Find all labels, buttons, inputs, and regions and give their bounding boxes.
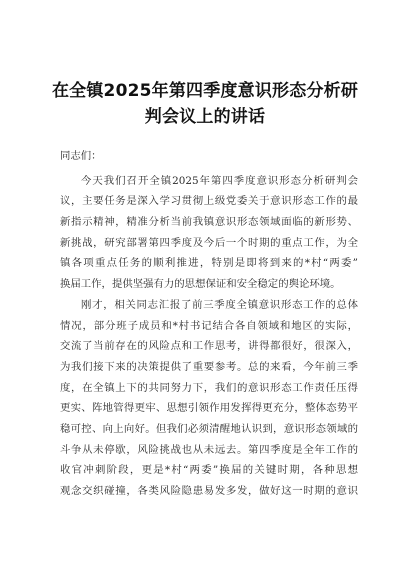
- document-title: [40, 78, 370, 130]
- salutation: 同志们：: [60, 150, 102, 162]
- body-line: 观念交织碰撞，各类风险隐患易发多发，做好这一时期的意识: [60, 485, 358, 497]
- body-line: 议，主要任务是深入学习贯彻上级党委关于意识形态工作的最: [60, 195, 358, 208]
- title-line-1: 在全镇2025年第四季度意识形态分析研: [51, 81, 359, 101]
- body-line: 交流了当前存在的风险点和工作思考，讲得都很好，很深入，: [60, 340, 358, 353]
- body-line: 镇各项重点任务的顺利推进，特别是即将到来的*村“两委”: [60, 257, 358, 270]
- body-line: 今天我们召开全镇2025年第四季度意识形态分析研判会: [81, 174, 358, 187]
- body-line: 情况，部分班子成员和*村书记结合各自领域和地区的实际，: [60, 319, 358, 332]
- body-line: 斗争从未停歇，风险挑战也从未远去。第四季度是全年工作的: [60, 443, 358, 456]
- body-line: 新挑战，研究部署第四季度及今后一个时期的重点工作，为全: [60, 236, 358, 249]
- body-line: 更实、阵地管得更牢、思想引领作用发挥得更充分，整体态势平: [60, 402, 358, 415]
- speech-body: [60, 146, 358, 502]
- body-line: 为我们接下来的决策提供了重要参考。总的来看，今年前三季: [60, 360, 358, 373]
- body-line: 新指示精神，精准分析当前我镇意识形态领域面临的新形势、: [60, 216, 358, 229]
- body-line: 收官冲刺阶段，更是*村“两委”换届的关键时期，各种思想: [60, 464, 358, 477]
- title-line-2: 判会议上的讲话: [144, 107, 266, 127]
- body-line: 稳可控、向上向好。但我们必须清醒地认识到，意识形态领域的: [60, 422, 358, 435]
- body-line: 刚才，相关同志汇报了前三季度全镇意识形态工作的总体: [81, 298, 358, 311]
- body-line: 换届工作，提供坚强有力的思想保证和安全稳定的舆论环境。: [60, 278, 341, 291]
- body-line: 度，在全镇上下的共同努力下，我们的意识形态工作责任压得: [60, 381, 358, 394]
